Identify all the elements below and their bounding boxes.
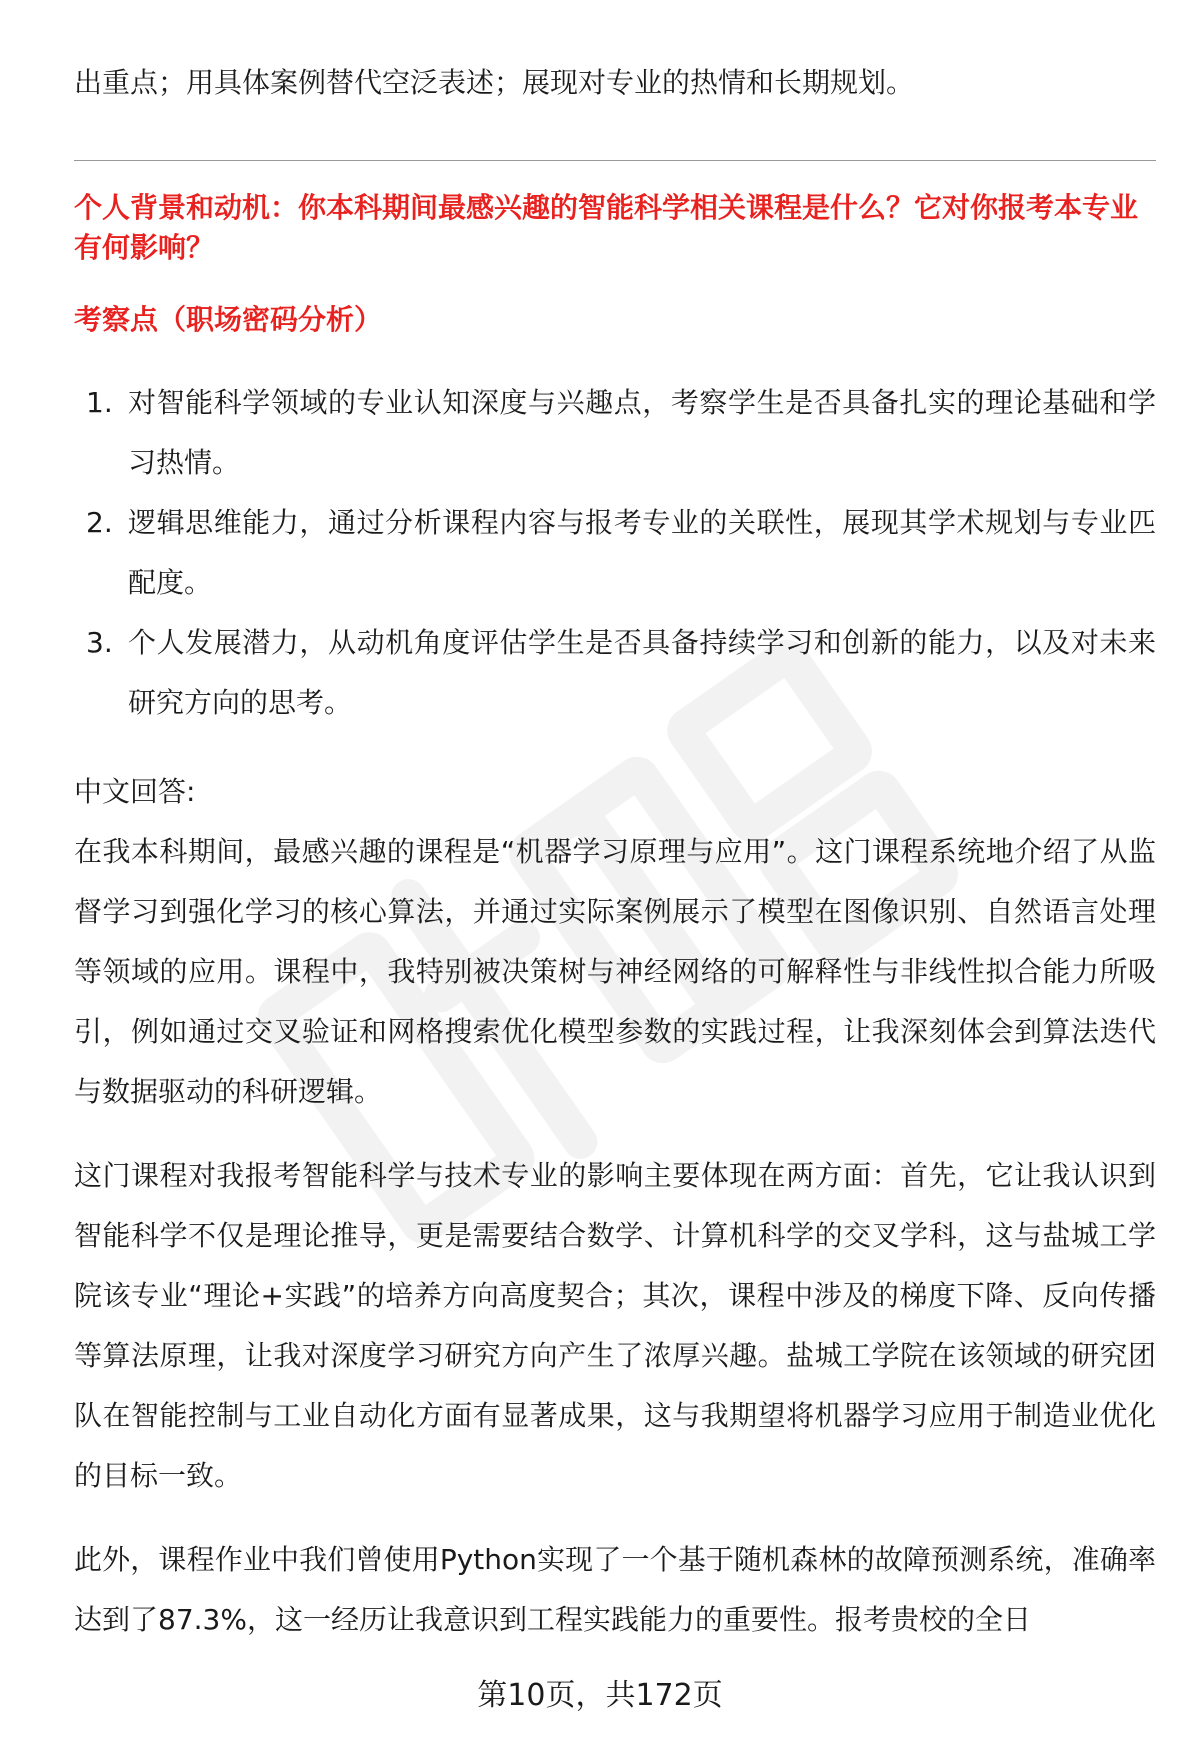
answer-label: 中文回答: [74, 775, 196, 808]
list-item-text: 对智能科学领域的专业认知深度与兴趣点，考察学生是否具备扎实的理论基础和学习热情。 [128, 386, 1156, 479]
list-item-number: 1. [86, 386, 113, 419]
paragraph-text: 这门课程对我报考智能科学与技术专业的影响主要体现在两方面：首先，它让我认识到智能科学不仅是理论推导，更是需要结合数学、计算机科学的交叉学科，这与盐城工学院该专业“理论+实践”的培养方向高度契合；其次，课程中涉及的梯度下降、反向传播等算法原理，让我对深度学习研究方向产生了浓厚兴趣。盐城工学院在该领域的研究团队在智能控制与工业自动化方面有显著成果，这与我期望将机器学习应用于制造业优化的目标一致。 [74, 1159, 1156, 1492]
page-number-footer: 第10页，共172页 [477, 1678, 723, 1713]
list-item [74, 373, 1156, 493]
assessment-points-list [74, 373, 1156, 733]
question-heading: 个人背景和动机：你本科期间最感兴趣的智能科学相关课程是什么？它对你报考本专业有何影响？ [74, 191, 1139, 264]
list-item-text: 个人发展潜力，从动机角度评估学生是否具备持续学习和创新的能力，以及对未来研究方向的思考。 [128, 626, 1156, 719]
section-title: 考察点（职场密码分析） [74, 303, 383, 336]
paragraph-text: 在我本科期间，最感兴趣的课程是“机器学习原理与应用”。这门课程系统地介绍了从监督学习到强化学习的核心算法，并通过实际案例展示了模型在图像识别、自然语言处理等领域的应用。课程中，我特别被决策树与神经网络的可解释性与非线性拟合能力所吸引，例如通过交叉验证和网格搜索优化模型参数的实践过程，让我深刻体会到算法迭代与数据驱动的科研逻辑。 [74, 835, 1156, 1108]
list-item [74, 613, 1156, 733]
answer-paragraph-3 [74, 1530, 1156, 1650]
intro-tail-text: 出重点；用具体案例替代空泛表述；展现对专业的热情和长期规划。 [74, 66, 915, 99]
list-item [74, 493, 1156, 613]
answer-paragraph-2 [74, 1146, 1156, 1506]
section-divider [74, 160, 1156, 161]
list-item-number: 3. [86, 626, 113, 659]
list-item-text: 逻辑思维能力，通过分析课程内容与报考专业的关联性，展现其学术规划与专业匹配度。 [128, 506, 1156, 599]
answer-paragraph-1 [74, 822, 1156, 1122]
list-item-number: 2. [86, 506, 113, 539]
paragraph-text: 此外，课程作业中我们曾使用Python实现了一个基于随机森林的故障预测系统，准确率达到了87.3%，这一经历让我意识到工程实践能力的重要性。报考贵校的全日 [74, 1543, 1156, 1636]
